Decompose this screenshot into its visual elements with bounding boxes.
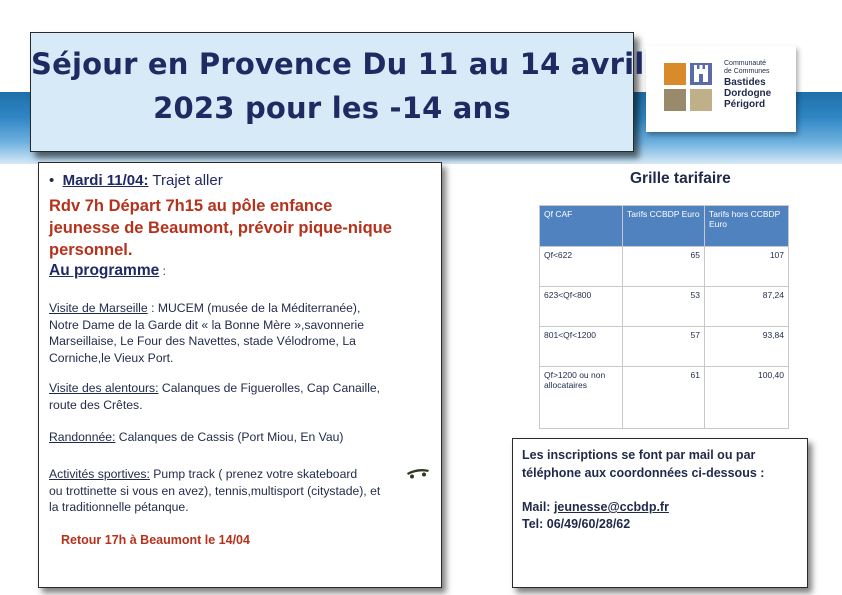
section-randonnee	[49, 429, 343, 446]
section-alentours-line-2: route des Crêtes.	[49, 397, 143, 412]
section-activites	[49, 466, 380, 516]
mail-link[interactable]: jeunesse@ccbdp.fr	[553, 500, 669, 514]
table-cell: Qf<622	[540, 247, 623, 287]
title-line-2: 2023 pour les -14 ans	[153, 91, 511, 125]
inscriptions-line-1: Les inscriptions se font par mail ou par	[522, 448, 756, 462]
retour-text: Retour 17h à Beaumont le 14/04	[61, 533, 250, 547]
logo-square-castle	[690, 63, 712, 85]
tel-value: 06/49/60/28/62	[546, 517, 631, 531]
skateboard-icon	[405, 466, 431, 480]
day-description: Trajet aller	[152, 172, 223, 189]
section-activites-line-1: Pump track ( prenez votre skateboard	[149, 467, 358, 481]
section-marseille	[49, 300, 364, 366]
table-row	[540, 287, 789, 327]
table-row	[540, 247, 789, 287]
tarif-header-cell: Tarifs hors CCBDP Euro	[705, 206, 789, 247]
section-marseille-line-2: Notre Dame de la Garde dit « la Bonne Mère »,savonnerie	[49, 317, 365, 332]
section-marseille-line-1: : MUCEM (musée de la Méditerranée),	[147, 301, 361, 315]
section-randonnee-label: Randonnée:	[49, 430, 116, 444]
day-label: Mardi 11/04:	[62, 172, 149, 189]
table-cell: 100,40	[705, 367, 789, 429]
section-alentours-label: Visite des alentours:	[49, 381, 159, 395]
logo-text-1: Communauté	[724, 60, 767, 67]
section-marseille-line-4: Corniche,le Vieux Port.	[49, 350, 174, 365]
section-activites-label: Activités sportives:	[49, 467, 150, 481]
inscriptions-box	[512, 438, 808, 588]
program-box	[38, 162, 442, 588]
day-line	[49, 172, 223, 189]
bullet: •	[49, 172, 55, 189]
table-row	[540, 327, 789, 367]
table-cell: 65	[623, 247, 705, 287]
title-line-1: Séjour en Provence Du 11 au 14 avril	[31, 47, 645, 81]
mail-line	[522, 500, 669, 514]
rdv-line-1: Rdv 7h Départ 7h15 au pôle enfance	[49, 197, 333, 215]
section-marseille-label: Visite de Marseille	[49, 301, 148, 315]
title-banner	[30, 32, 645, 152]
section-alentours	[49, 380, 380, 413]
table-cell: 87,24	[705, 287, 789, 327]
logo-text-3: Bastides	[724, 77, 766, 88]
logo-text-4: Dordogne	[724, 88, 772, 99]
rdv-line-2: jeunesse de Beaumont, prévoir pique-nique	[49, 219, 392, 237]
logo-square-orange	[664, 63, 686, 85]
section-marseille-line-3: Marseillaise, Le Four des Navettes, stade Vélodrome, La	[49, 334, 356, 348]
rdv-line-3: personnel.	[49, 241, 133, 259]
inscriptions-line-2: téléphone aux coordonnées ci-dessous :	[522, 466, 765, 480]
table-cell: 107	[705, 247, 789, 287]
table-cell: 623<Qf<800	[540, 287, 623, 327]
programme-heading	[49, 262, 166, 280]
logo	[646, 46, 796, 132]
section-randonnee-line-1: Calanques de Cassis (Port Miou, En Vau)	[115, 430, 344, 444]
programme-label: Au programme	[49, 262, 160, 279]
section-activites-line-2: ou trottinette si vous en avez), tennis,multisport (citystade), et	[49, 483, 381, 498]
logo-square-beige	[690, 89, 712, 111]
logo-text-2: de Communes	[724, 68, 770, 75]
castle-icon	[690, 63, 712, 85]
programme-suffix: :	[159, 264, 166, 278]
table-row	[540, 367, 789, 429]
tarif-header-cell: Tarifs CCBDP Euro	[623, 206, 705, 247]
table-cell: 801<Qf<1200	[540, 327, 623, 367]
tarif-title: Grille tarifaire	[630, 170, 731, 187]
table-cell: 93,84	[705, 327, 789, 367]
tel-label: Tel:	[522, 517, 547, 531]
tel-line	[522, 517, 630, 531]
mail-label: Mail:	[522, 500, 554, 514]
section-activites-line-3: la traditionnelle pétanque.	[49, 500, 189, 514]
tarif-header-row	[540, 206, 789, 247]
section-alentours-line-1: Calanques de Figuerolles, Cap Canaille,	[158, 381, 381, 395]
table-cell: 53	[623, 287, 705, 327]
logo-square-brown	[664, 89, 686, 111]
tarif-table	[539, 205, 789, 429]
table-cell: Qf>1200 ou non allocataires	[540, 367, 623, 429]
table-cell: 57	[623, 327, 705, 367]
logo-text-5: Périgord	[724, 99, 766, 110]
tarif-header-cell: Qf CAF	[540, 206, 623, 247]
table-cell: 61	[623, 367, 705, 429]
